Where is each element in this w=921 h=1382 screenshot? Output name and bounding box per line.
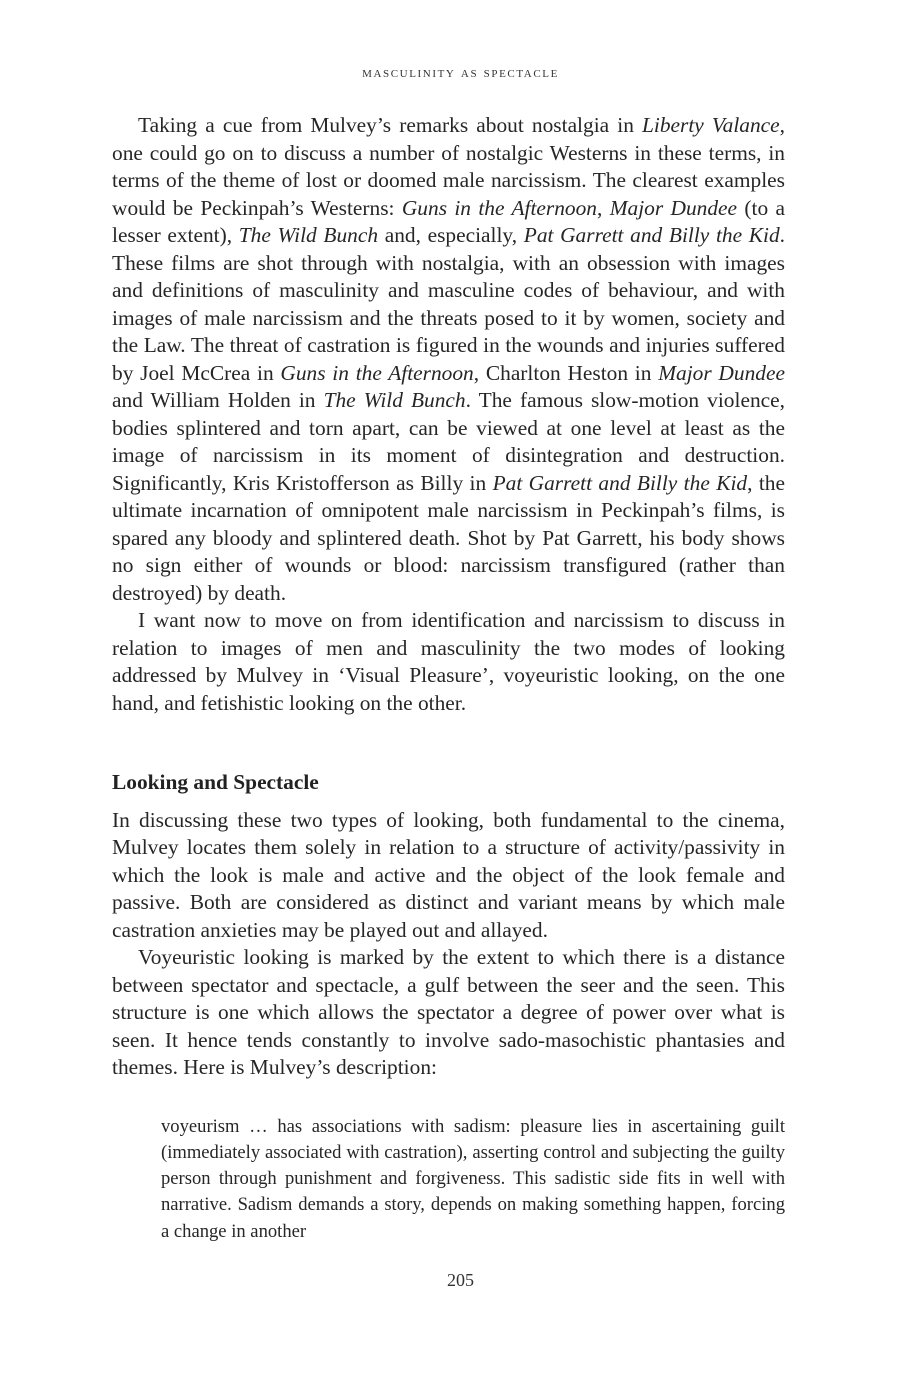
paragraph-voyeuristic-looking: Voyeuristic looking is marked by the extent to which there is a distance between spectator and spectacle, a gulf between the seer and the seen. This structure is one which allows the spectator a degree of power over what is seen. It hence tends constantly to involve sado-masochistic phantasies and themes. Here is Mulvey’s description: — [112, 945, 785, 1079]
block-quote: voyeurism … has associations with sadism: pleasure lies in ascertaining guilt (immediately associated with castration), asserting control and subjecting the guilty person through punishment and forgiveness. This sadistic side fits in well with narrative. Sadism demands a story, depends on making something happen, forcing a change in another — [161, 1115, 785, 1242]
paragraph-modes-of-looking: I want now to move on from identification and narcissism to discuss in relation to images of men and masculinity the two modes of looking addressed by Mulvey in ‘Visual Pleasure’, voyeuristic looking, on the one hand, and fetishistic looking on the other. — [112, 608, 785, 715]
text-run: , — [597, 195, 610, 220]
text-run: , Charlton Heston in — [473, 360, 659, 385]
paragraph-westerns — [112, 112, 785, 607]
film-title: Guns in the Afternoon — [401, 195, 597, 220]
text-run: . The famous slow-motion violence, bodies splintered and torn apart, can be viewed at one level at least as the image of narcissism in its moment of disintegration and destruction. Significantly, Kris Kristofferson as Billy in — [112, 388, 785, 495]
page-body — [112, 112, 785, 1245]
text-run: . These films are shot through with nostalgia, with an obsession with images and definitions of masculinity and masculine codes of behaviour, and with images of male narcissism and the threats posed to it by women, society and the Law. The threat of castration is figured in the wounds and injuries suffered by Joel McCrea in — [112, 223, 785, 385]
film-title: Major Dundee — [609, 195, 738, 220]
text-run: (to a lesser extent), — [112, 195, 785, 247]
section-heading: Looking and Spectacle — [112, 770, 319, 794]
text-run: , one could go on to discuss a number of nostalgic Westerns in these terms, in terms of the theme of lost or doomed male narcissism. The clearest examples would be Peckinpah’s Westerns: — [112, 113, 785, 220]
film-title: Pat Garrett and Billy the Kid — [492, 470, 748, 495]
paragraph-activity-passivity: In discussing these two types of looking, both fundamental to the cinema, Mulvey locates them solely in relation to a structure of activity/passivity in which the look is male and active and the object of the look female and passive. Both are considered as distinct and variant means by which male castration anxieties may be played out and allayed. — [112, 807, 785, 942]
text-run: and William Holden in — [112, 388, 324, 412]
text-run: , the ultimate incarnation of omnipotent male narcissism in Peckinpah’s films, is spared any bloody and splintered death. Shot by Pat Garrett, his body shows no sign either of wounds or blood: narcissism transfigured (rather than destroyed) by death. — [112, 470, 785, 605]
film-title: The Wild Bunch — [323, 388, 466, 412]
film-title: Guns in the Afternoon — [280, 360, 474, 385]
film-title: Major Dundee — [658, 360, 785, 385]
text-run: and, especially, — [378, 223, 524, 247]
film-title: The Wild Bunch — [238, 223, 379, 247]
running-header: masculinity as spectacle — [362, 64, 559, 81]
film-title: Liberty Valance — [642, 113, 780, 137]
page-number: 205 — [447, 1270, 474, 1290]
text-run: Taking a cue from Mulvey’s remarks about nostalgia in — [138, 113, 643, 137]
film-title: Pat Garrett and Billy the Kid — [523, 223, 780, 247]
